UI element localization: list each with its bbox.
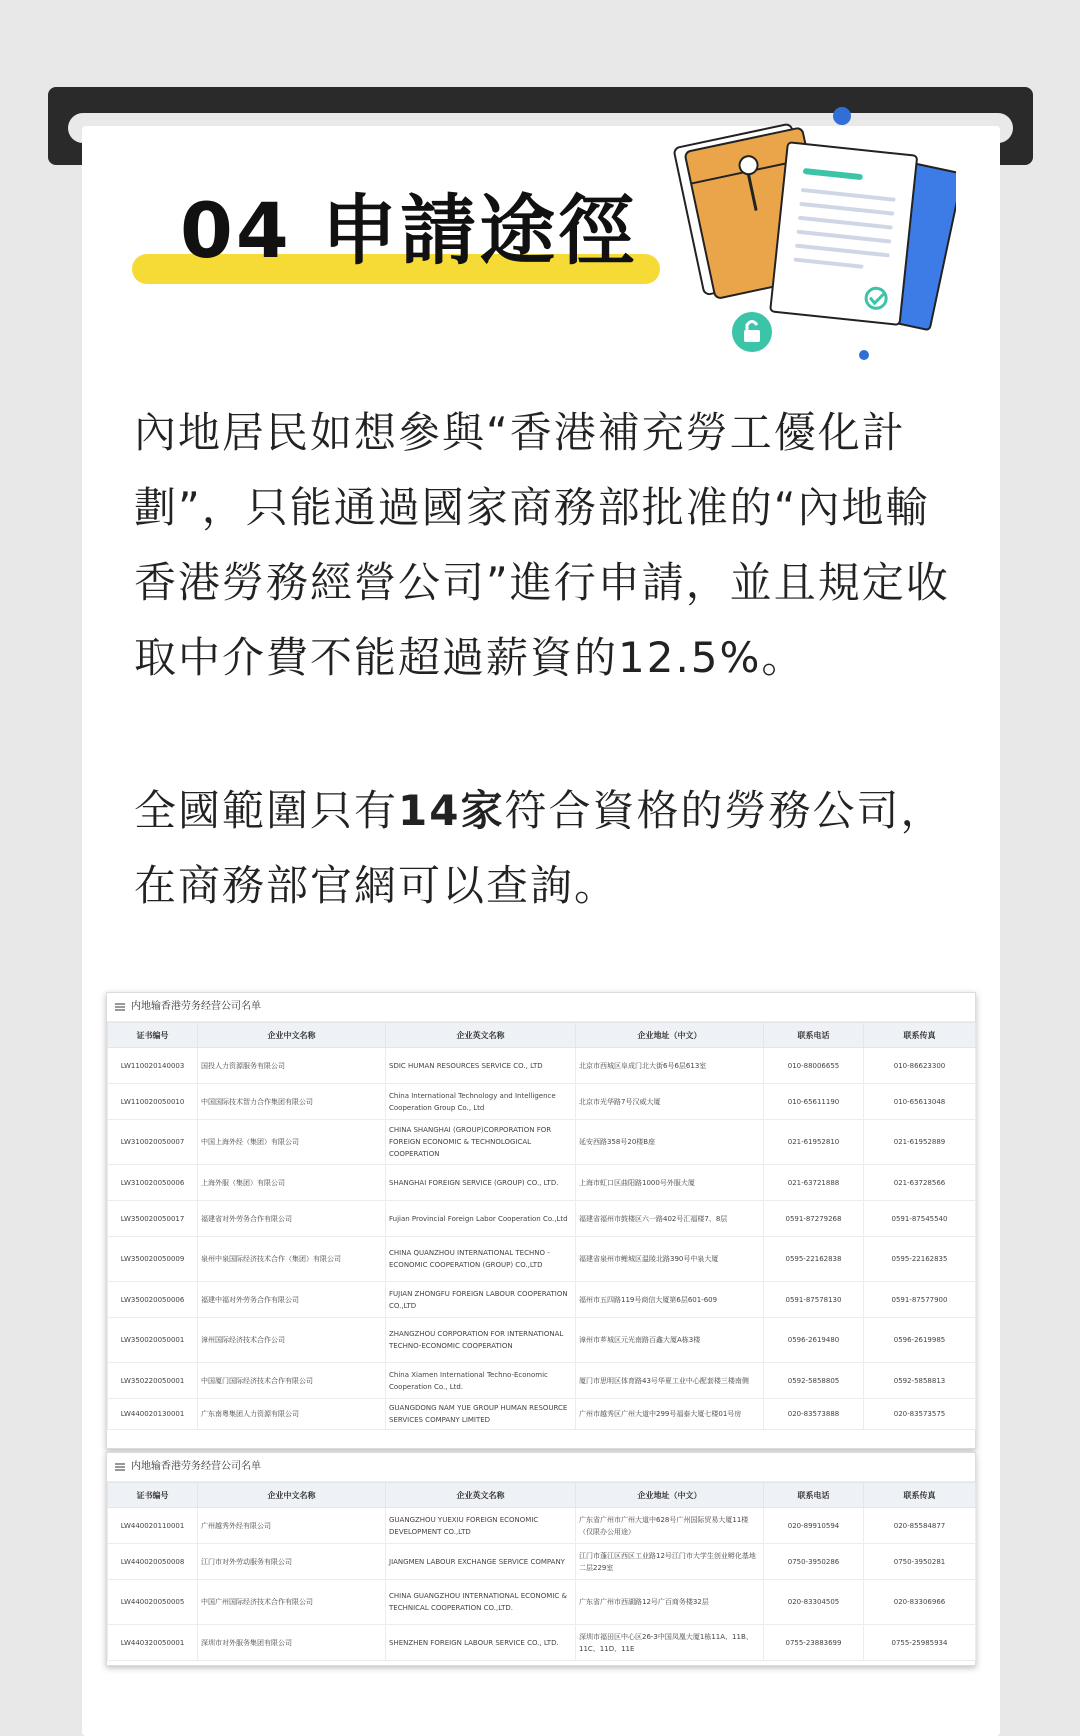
- table-cell: 中国上海外经（集团）有限公司: [198, 1120, 386, 1165]
- table-cell: 020-85584877: [864, 1508, 976, 1544]
- table-cell: LW110020050010: [108, 1084, 198, 1120]
- table-cell: 021-61952889: [864, 1120, 976, 1165]
- table-cell: 0595-22162835: [864, 1237, 976, 1282]
- column-header: 企业中文名称: [198, 1023, 386, 1048]
- company-table-screenshot-1: [106, 992, 976, 1449]
- table-cell: 0596-2619985: [864, 1318, 976, 1363]
- table-row: [108, 1165, 976, 1201]
- table-cell: 021-63721888: [764, 1165, 864, 1201]
- table-cell: 广东省广州市西湖路12号广百商务楼32层: [576, 1580, 764, 1625]
- table-cell: 0750-3950286: [764, 1544, 864, 1580]
- table-cell: ZHANGZHOU CORPORATION FOR INTERNATIONAL TECHNO-ECONOMIC COOPERATION: [386, 1318, 576, 1363]
- column-header: 联系传真: [864, 1023, 976, 1048]
- table-cell: LW350020050006: [108, 1282, 198, 1318]
- table-cell: Fujian Provincial Foreign Labor Cooperation Co.,Ltd: [386, 1201, 576, 1237]
- table-cell: GUANGDONG NAM YUE GROUP HUMAN RESOURCE SERVICES COMPANY LIMITED: [386, 1399, 576, 1430]
- table-row: [108, 1544, 976, 1580]
- table-cell: 010-86623300: [864, 1048, 976, 1084]
- table-cell: 福建省对外劳务合作有限公司: [198, 1201, 386, 1237]
- table-cell: SHENZHEN FOREIGN LABOUR SERVICE CO., LTD.: [386, 1625, 576, 1661]
- table-cell: 0592-5858805: [764, 1363, 864, 1399]
- table-cell: 广东省广州市广州大道中628号广州国际贸易大厦11楼（仅限办公用途）: [576, 1508, 764, 1544]
- table-cell: 020-83306966: [864, 1580, 976, 1625]
- table-cell: CHINA QUANZHOU INTERNATIONAL TECHNO - ECONOMIC COOPERATION (GROUP) CO.,LTD: [386, 1237, 576, 1282]
- table-cell: CHINA GUANGZHOU INTERNATIONAL ECONOMIC & TECHNICAL COOPERATION CO.,LTD.: [386, 1580, 576, 1625]
- table-cell: LW350020050017: [108, 1201, 198, 1237]
- table-cell: 010-65613048: [864, 1084, 976, 1120]
- table-cell: 020-83573888: [764, 1399, 864, 1430]
- table-cell: LW440020130001: [108, 1399, 198, 1430]
- table-cell: 广州市越秀区广州大道中299号福泰大厦七楼01号房: [576, 1399, 764, 1430]
- table-cell: 0755-25985934: [864, 1625, 976, 1661]
- company-table: [107, 1482, 976, 1661]
- table-row: [108, 1508, 976, 1544]
- table-row: [108, 1625, 976, 1661]
- table-cell: 020-83304505: [764, 1580, 864, 1625]
- table-title-text: 内地输香港劳务经营公司名单: [131, 1001, 261, 1012]
- company-count-paragraph: [134, 773, 954, 923]
- page-title: 04 申請途徑: [180, 186, 638, 275]
- table-cell: 020-83573575: [864, 1399, 976, 1430]
- table-cell: 010-65611190: [764, 1084, 864, 1120]
- table-cell: LW310020050006: [108, 1165, 198, 1201]
- table-cell: 漳州国际经济技术合作公司: [198, 1318, 386, 1363]
- intro-paragraph: 內地居民如想參與“香港補充勞工優化計劃”，只能通過國家商務部批准的“內地輸香港勞務經營公司”進行申請，並且規定收取中介費不能超過薪資的12.5%。: [134, 408, 950, 682]
- table-cell: 上海外服（集团）有限公司: [198, 1165, 386, 1201]
- documents-illustration-icon: [668, 100, 956, 365]
- table-cell: 江门市蓬江区西区工业路12号江门市大学生创业孵化基地二层229室: [576, 1544, 764, 1580]
- table-cell: 0750-3950281: [864, 1544, 976, 1580]
- table-cell: 0755-23883699: [764, 1625, 864, 1661]
- column-header: 联系传真: [864, 1483, 976, 1508]
- table-cell: China International Technology and Intelligence Cooperation Group Co., Ltd: [386, 1084, 576, 1120]
- table-cell: 深圳市福田区中心区26-3中国凤凰大厦1栋11A、11B、11C、11D、11E: [576, 1625, 764, 1661]
- table-cell: 国投人力资源服务有限公司: [198, 1048, 386, 1084]
- table-cell: 010-88006655: [764, 1048, 864, 1084]
- list-icon: [115, 1003, 125, 1011]
- table-cell: 江门市对外劳动服务有限公司: [198, 1544, 386, 1580]
- table-cell: LW350020050009: [108, 1237, 198, 1282]
- table-row: [108, 1399, 976, 1430]
- table-cell: 021-63728566: [864, 1165, 976, 1201]
- table-row: [108, 1048, 976, 1084]
- table-cell: 北京市西城区阜成门北大街6号6层613室: [576, 1048, 764, 1084]
- column-header: 企业英文名称: [386, 1483, 576, 1508]
- table-cell: 福建省泉州市鲤城区温陵北路390号中泉大厦: [576, 1237, 764, 1282]
- table-cell: 厦门市思明区体育路43号华夏工业中心配套楼三楼南侧: [576, 1363, 764, 1399]
- company-table-screenshot-2: [106, 1452, 976, 1666]
- table-row: [108, 1318, 976, 1363]
- table-row: [108, 1282, 976, 1318]
- table-cell: 0595-22162838: [764, 1237, 864, 1282]
- table-cell: 0591-87279268: [764, 1201, 864, 1237]
- table-cell: 福州市五四路119号商信大厦第6层601-609: [576, 1282, 764, 1318]
- table-cell: 中国国际技术智力合作集团有限公司: [198, 1084, 386, 1120]
- table-cell: 泉州中泉国际经济技术合作（集团）有限公司: [198, 1237, 386, 1282]
- table-row: [108, 1120, 976, 1165]
- column-header: 企业地址（中文）: [576, 1023, 764, 1048]
- paragraph-text-before: 全國範圍只有: [134, 786, 399, 835]
- table-cell: JIANGMEN LABOUR EXCHANGE SERVICE COMPANY: [386, 1544, 576, 1580]
- table-cell: 延安西路358号20楼B座: [576, 1120, 764, 1165]
- table-cell: 0591-87578130: [764, 1282, 864, 1318]
- table-cell: 0596-2619480: [764, 1318, 864, 1363]
- table-row: [108, 1580, 976, 1625]
- table-row: [108, 1084, 976, 1120]
- table-title: [107, 1453, 975, 1482]
- list-icon: [115, 1463, 125, 1471]
- table-cell: 广东南粤集团人力资源有限公司: [198, 1399, 386, 1430]
- table-row: [108, 1201, 976, 1237]
- table-cell: LW440020110001: [108, 1508, 198, 1544]
- table-cell: CHINA SHANGHAI (GROUP)CORPORATION FOR FOREIGN ECONOMIC & TECHNOLOGICAL COOPERATION: [386, 1120, 576, 1165]
- column-header: 联系电话: [764, 1023, 864, 1048]
- company-table: [107, 1022, 976, 1430]
- table-title: [107, 993, 975, 1022]
- table-cell: LW440020050005: [108, 1580, 198, 1625]
- table-cell: 上海市虹口区曲阳路1000号外服大厦: [576, 1165, 764, 1201]
- column-header: 证书编号: [108, 1023, 198, 1048]
- table-cell: FUJIAN ZHONGFU FOREIGN LABOUR COOPERATION CO.,LTD: [386, 1282, 576, 1318]
- column-header: 联系电话: [764, 1483, 864, 1508]
- table-cell: LW440320050001: [108, 1625, 198, 1661]
- table-cell: LW440020050008: [108, 1544, 198, 1580]
- table-cell: 中国厦门国际经济技术合作有限公司: [198, 1363, 386, 1399]
- column-header: 企业中文名称: [198, 1483, 386, 1508]
- table-cell: 福建中福对外劳务合作有限公司: [198, 1282, 386, 1318]
- table-row: [108, 1363, 976, 1399]
- table-cell: 0592-5858813: [864, 1363, 976, 1399]
- table-cell: 北京市光华路7号汉威大厦: [576, 1084, 764, 1120]
- table-cell: 漳州市芗城区元光南路百鑫大厦A栋3楼: [576, 1318, 764, 1363]
- table-cell: LW350020050001: [108, 1318, 198, 1363]
- table-cell: LW310020050007: [108, 1120, 198, 1165]
- table-cell: 中国广州国际经济技术合作有限公司: [198, 1580, 386, 1625]
- table-cell: 020-89910594: [764, 1508, 864, 1544]
- table-cell: SHANGHAI FOREIGN SERVICE (GROUP) CO., LTD.: [386, 1165, 576, 1201]
- table-row: [108, 1237, 976, 1282]
- table-title-text: 内地输香港劳务经营公司名单: [131, 1461, 261, 1472]
- company-count: 14家: [398, 786, 505, 835]
- table-cell: 021-61952810: [764, 1120, 864, 1165]
- column-header: 企业英文名称: [386, 1023, 576, 1048]
- column-header: 证书编号: [108, 1483, 198, 1508]
- paragraph-text-after: 符合資格的勞務公司，在商務部官網可以查詢。: [134, 786, 945, 910]
- table-cell: China Xiamen International Techno-Economic Cooperation Co., Ltd.: [386, 1363, 576, 1399]
- column-header: 企业地址（中文）: [576, 1483, 764, 1508]
- table-cell: SDIC HUMAN RESOURCES SERVICE CO., LTD: [386, 1048, 576, 1084]
- table-cell: GUANGZHOU YUEXIU FOREIGN ECONOMIC DEVELOPMENT CO.,LTD: [386, 1508, 576, 1544]
- table-cell: 深圳市对外服务集团有限公司: [198, 1625, 386, 1661]
- table-cell: 0591-87545540: [864, 1201, 976, 1237]
- table-cell: LW350220050001: [108, 1363, 198, 1399]
- table-cell: LW110020140003: [108, 1048, 198, 1084]
- table-cell: 福建省福州市鼓楼区六一路402号汇福楼7、8层: [576, 1201, 764, 1237]
- table-cell: 广州越秀外经有限公司: [198, 1508, 386, 1544]
- table-cell: 0591-87577900: [864, 1282, 976, 1318]
